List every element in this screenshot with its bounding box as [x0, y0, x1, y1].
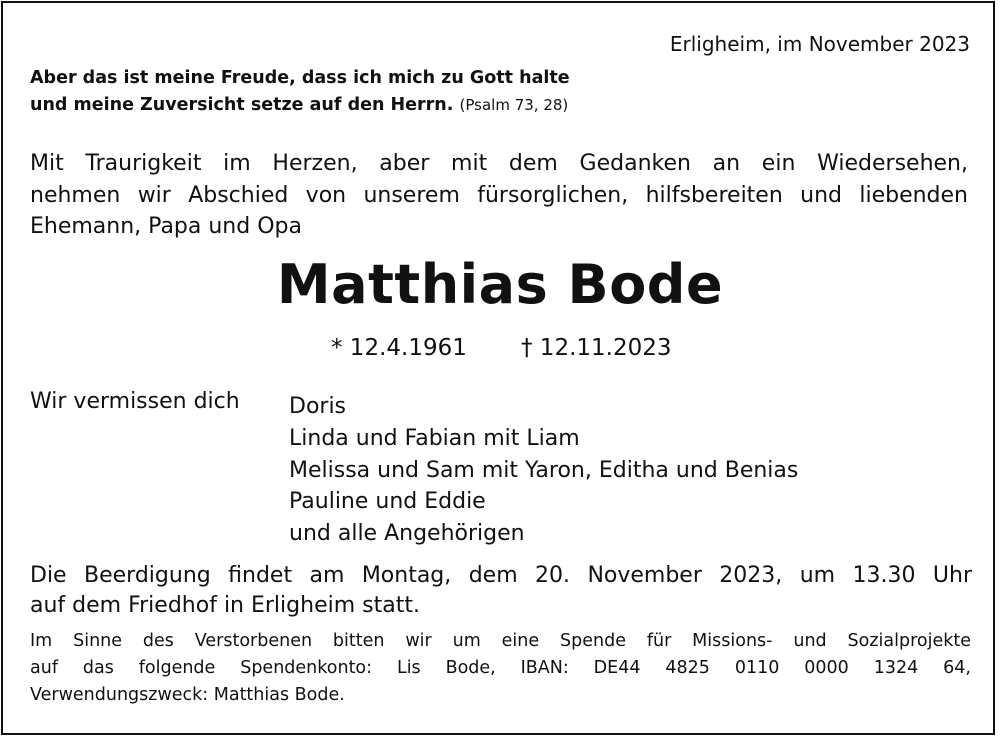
funeral-info [30, 561, 972, 621]
funeral-line-1: Die Beerdigung findet am Montag, dem 20. November 2023, um 13.30 Uhr [30, 563, 972, 588]
donation-line-2: auf das folgende Spendenkonto: Lis Bode, IBAN: DE44 4825 0110 0000 1324 64, [30, 658, 971, 678]
verse-reference: (Psalm 73, 28) [459, 96, 569, 114]
birth-date: * 12.4.1961 [331, 335, 467, 361]
mourner-name: Pauline und Eddie [289, 489, 486, 515]
mourner-name: Doris [289, 394, 347, 419]
mourners-label: Wir vermissen dich [30, 389, 240, 414]
intro-line-1: Mit Traurigkeit im Herzen, aber mit dem Gedanken an ein Wiedersehen, [30, 151, 968, 176]
bible-verse [30, 65, 570, 119]
donation-info [30, 628, 971, 709]
intro-line-2: nehmen wir Abschied von unserem fürsorglichen, hilfsbereiten und liebenden [30, 182, 968, 208]
death-date: † 12.11.2023 [521, 335, 672, 361]
mourner-name: Linda und Fabian mit Liam [289, 425, 580, 451]
funeral-line-2: auf dem Friedhof in Erligheim statt. [30, 593, 420, 618]
mourner-name: und alle Angehörigen [289, 521, 525, 547]
donation-line-3: Verwendungszweck: Matthias Bode. [30, 685, 345, 705]
intro-text [30, 148, 968, 243]
deceased-name: Matthias Bode [276, 253, 724, 316]
verse-line-1: Aber das ist meine Freude, dass ich mich zu Gott halte [30, 68, 570, 88]
donation-line-1: Im Sinne des Verstorbenen bitten wir um eine Spende für Missions- und Sozialprojekte [30, 631, 971, 651]
intro-line-3: Ehemann, Papa und Opa [30, 214, 302, 239]
mourner-name: Melissa und Sam mit Yaron, Editha und Benias [289, 457, 799, 483]
mourners-list [289, 391, 798, 550]
verse-line-2: und meine Zuversicht setze auf den Herrn. [30, 95, 454, 115]
place-date: Erligheim, im November 2023 [669, 32, 970, 56]
